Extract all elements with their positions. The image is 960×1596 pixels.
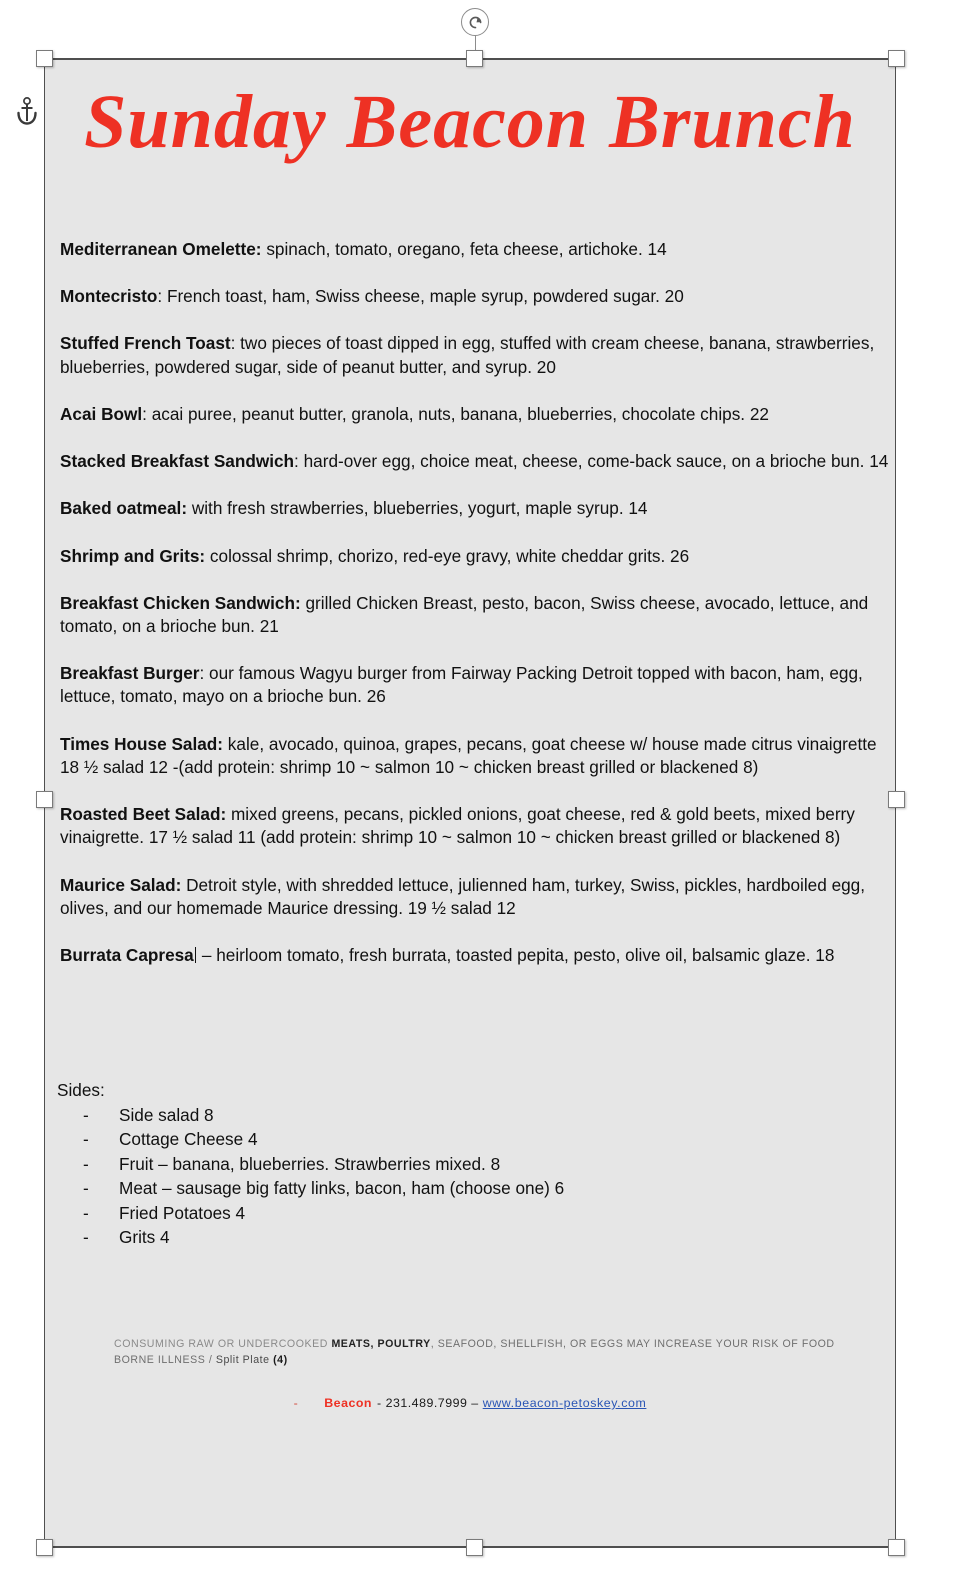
website-link[interactable]: www.beacon-petoskey.com	[482, 1396, 647, 1410]
menu-item-description: colossal shrimp, chorizo, red-eye gravy, white cheddar grits. 26	[205, 545, 690, 566]
menu-content	[45, 60, 895, 1546]
side-item-label: Meat – sausage big fatty links, bacon, ham (choose one) 6	[119, 1178, 565, 1199]
list-item	[57, 1152, 757, 1176]
resize-handle-bottom-right[interactable]	[888, 1539, 905, 1556]
list-item	[60, 944, 898, 967]
list-item	[57, 1201, 757, 1225]
bullet-dash: -	[83, 1227, 89, 1248]
anchor-icon	[14, 96, 40, 126]
list-item	[60, 592, 898, 638]
menu-item-name: Stacked Breakfast Sandwich	[60, 451, 295, 472]
list-item	[57, 1127, 757, 1151]
list-item	[60, 285, 898, 308]
list-item	[57, 1103, 757, 1127]
bullet-dash: -	[83, 1105, 89, 1125]
menu-item-description: kale, avocado, quinoa, grapes, pecans, goat cheese w/ house made citrus vinaigrette 18 ½ salad 12 -(add protein: shrimp 10 ~ salmon 10 ~ chicken breast grilled or blackened 8)	[60, 733, 877, 777]
menu-item-description: : our famous Wagyu burger from Fairway Packing Detroit topped with bacon, ham, egg, lettuce, tomato, mayo on a brioche bun. 26	[60, 663, 863, 707]
resize-handle-bottom-left[interactable]	[36, 1539, 53, 1556]
sides-heading: Sides:	[57, 1080, 105, 1100]
menu-item-name: Acai Bowl	[60, 403, 143, 424]
menu-item-description: : acai puree, peanut butter, granola, nuts, banana, blueberries, chocolate chips. 22	[142, 403, 769, 424]
list-item	[60, 662, 898, 708]
list-item	[60, 803, 898, 849]
menu-item-name: Baked oatmeal:	[60, 498, 188, 519]
menu-item-name: Maurice Salad:	[60, 874, 182, 895]
menu-item-name: Stuffed French Toast	[60, 333, 231, 354]
resize-handle-middle-left[interactable]	[36, 791, 53, 808]
list-item	[60, 874, 898, 920]
list-item	[60, 497, 898, 520]
menu-item-name: Mediterranean Omelette:	[60, 239, 262, 259]
sides-section	[57, 1080, 757, 1250]
bullet-dash: -	[83, 1129, 89, 1150]
side-item-label: Grits 4	[119, 1227, 170, 1248]
list-item	[57, 1225, 757, 1249]
menu-item-name: Montecristo	[60, 286, 158, 307]
bullet-dash: -	[83, 1178, 89, 1199]
text-cursor	[195, 947, 196, 963]
menu-item-description: : two pieces of toast dipped in egg, stuffed with cream cheese, banana, strawberries, blueberries, powdered sugar, side of peanut butter, and syrup. 20	[60, 333, 875, 377]
disclaimer-part-3: , SEAFOOD, SHELLFISH, OR EGGS MAY INCREASE YOUR RISK OF FOOD BORNE ILLNESS /	[114, 1338, 835, 1367]
split-plate-note	[216, 1354, 288, 1366]
list-item	[60, 450, 898, 473]
menu-item-name: Times House Salad:	[60, 733, 224, 754]
menu-item-name: Roasted Beet Salad:	[60, 804, 227, 825]
bullet-dash: -	[83, 1153, 89, 1174]
disclaimer-emphasis: MEATS, POULTRY	[331, 1338, 431, 1350]
menu-item-description: spinach, tomato, oregano, feta cheese, artichoke. 14	[261, 239, 667, 259]
resize-handle-bottom-center[interactable]	[466, 1539, 483, 1556]
food-safety-disclaimer	[114, 1336, 874, 1369]
side-item-label: Fruit – banana, blueberries. Strawberries mixed. 8	[119, 1153, 501, 1174]
split-plate-value: (4)	[273, 1354, 288, 1367]
menu-items-list	[60, 238, 898, 991]
menu-item-description: with fresh strawberries, blueberries, yogurt, maple syrup. 14	[187, 498, 648, 519]
menu-item-name: Breakfast Burger	[60, 663, 200, 684]
brand-name: Beacon	[324, 1396, 372, 1410]
menu-item-description: – heirloom tomato, fresh burrata, toasted pepita, pesto, olive oil, balsamic glaze. 18	[197, 944, 835, 965]
split-plate-label: Split Plate	[215, 1354, 274, 1367]
menu-item-description: : hard-over egg, choice meat, cheese, come-back sauce, on a brioche bun. 14	[294, 451, 889, 472]
resize-handle-middle-right[interactable]	[888, 791, 905, 808]
resize-handle-top-center[interactable]	[466, 50, 483, 67]
phone-number: - 231.489.7999 –	[377, 1396, 479, 1410]
side-item-label: Fried Potatoes 4	[119, 1202, 246, 1223]
menu-item-description: grilled Chicken Breast, pesto, bacon, Swiss cheese, avocado, lettuce, and tomato, on a brioche bun. 21	[60, 592, 869, 636]
list-item	[57, 1176, 757, 1200]
list-item	[60, 733, 898, 779]
selected-text-frame[interactable]	[44, 58, 896, 1548]
menu-item-name: Breakfast Chicken Sandwich:	[60, 592, 301, 613]
side-item-label: Cottage Cheese 4	[119, 1129, 258, 1150]
bullet-dash: -	[83, 1202, 89, 1223]
menu-item-name: Shrimp and Grits:	[60, 545, 206, 566]
menu-item-description: mixed greens, pecans, pickled onions, goat cheese, red & gold beets, mixed berry vinaigrette. 17 ½ salad 11 (add protein: shrimp 10 ~ salmon 10 ~ chicken breast grilled or blackened 8)	[60, 804, 855, 848]
rotate-icon[interactable]	[461, 8, 489, 36]
contact-line	[45, 1396, 895, 1410]
menu-item-description: Detroit style, with shredded lettuce, julienned ham, turkey, Swiss, pickles, hardboiled egg, olives, and our homemade Maurice dressing. 19 ½ salad 12	[60, 874, 866, 918]
menu-item-description: : French toast, ham, Swiss cheese, maple syrup, powdered sugar. 20	[157, 286, 684, 307]
menu-item-name: Burrata Capresa	[60, 944, 194, 965]
bullet-dash: -	[293, 1396, 299, 1410]
list-item	[60, 238, 898, 261]
disclaimer-part-1: CONSUMING RAW OR UNDERCOOKED	[114, 1338, 332, 1350]
resize-handle-top-right[interactable]	[888, 50, 905, 67]
page-title: Sunday Beacon Brunch	[84, 80, 856, 164]
list-item	[60, 332, 898, 378]
resize-handle-top-left[interactable]	[36, 50, 53, 67]
list-item	[60, 545, 898, 568]
side-item-label: Side salad 8	[119, 1105, 214, 1125]
list-item	[60, 403, 898, 426]
